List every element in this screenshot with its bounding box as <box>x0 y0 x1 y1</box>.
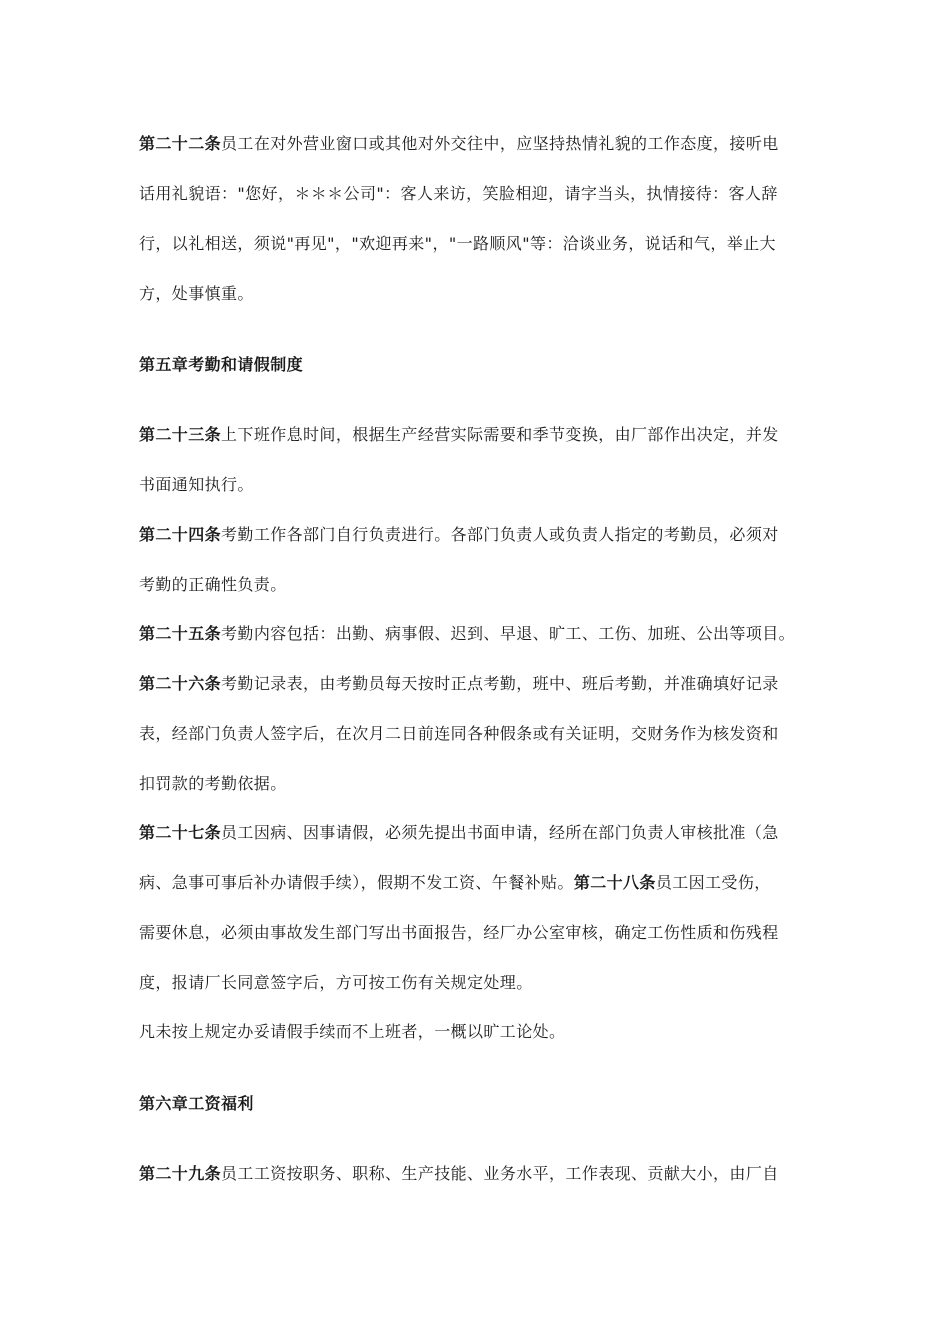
article-29-line-1 <box>139 1164 779 1184</box>
chapter-6-heading: 第六章工资福利 <box>139 1094 254 1113</box>
absence-note: 凡未按上规定办妥请假手续而不上班者，一概以旷工论处。 <box>139 1022 566 1041</box>
article-28-line-3: 度，报请厂长同意签字后，方可按工伤有关规定处理。 <box>139 973 533 992</box>
article-27-text-2: 病、急事可事后补办请假手续），假期不发工资、午餐补贴。 <box>139 873 574 892</box>
article-28-label: 第二十八条 <box>573 873 656 892</box>
article-28-line-2: 需要休息，必须由事故发生部门写出书面报告，经厂办公室审核，确定工伤性质和伤残程 <box>139 923 779 942</box>
article-27-line-1 <box>139 823 779 843</box>
article-26-line-2: 表，经部门负责人签字后，在次月二日前连同各种假条或有关证明，交财务作为核发资和 <box>139 724 779 743</box>
article-24-label: 第二十四条 <box>139 525 222 544</box>
article-22-line-1 <box>139 134 779 154</box>
article-27-28-line <box>139 873 771 893</box>
article-22-line-4: 方，处事慎重。 <box>139 284 254 303</box>
article-26-text: 考勤记录表，由考勤员每天按时正点考勤，班中、班后考勤，并准确填好记录 <box>221 674 779 693</box>
article-26-line-1 <box>139 674 779 694</box>
article-27-text: 员工因病、因事请假，必须先提出书面申请，经所在部门负责人审核批准（急 <box>221 823 779 842</box>
article-23-line-1 <box>139 425 779 445</box>
article-23-label: 第二十三条 <box>139 425 222 444</box>
article-28-text: 员工因工受伤， <box>655 873 771 892</box>
article-23-text: 上下班作息时间，根据生产经营实际需要和季节变换，由厂部作出决定，并发 <box>221 425 779 444</box>
article-22-text: 员工在对外营业窗口或其他对外交往中，应坚持热情礼貌的工作态度，接听电 <box>221 134 779 153</box>
article-22-line-2: 话用礼貌语："您好，＊＊＊公司"：客人来访，笑脸相迎，请字当头，执情接待：客人辞 <box>139 184 778 203</box>
article-24-text: 考勤工作各部门自行负责进行。各部门负责人或负责人指定的考勤员，必须对 <box>221 525 779 544</box>
article-24-line-2: 考勤的正确性负责。 <box>139 575 287 594</box>
chapter-5-heading: 第五章考勤和请假制度 <box>139 355 304 374</box>
article-24-line-1 <box>139 525 779 545</box>
article-26-line-3: 扣罚款的考勤依据。 <box>139 774 287 793</box>
article-22-label: 第二十二条 <box>139 134 222 153</box>
article-25-text: 考勤内容包括：出勤、病事假、迟到、早退、旷工、工伤、加班、公出等项目。 <box>221 624 796 643</box>
article-25-line-1 <box>139 624 795 644</box>
article-29-label: 第二十九条 <box>139 1164 222 1183</box>
article-22-line-3: 行，以礼相送，须说"再见"，"欢迎再来"，"一路顺风"等：洽谈业务，说话和气，举止大 <box>139 234 776 253</box>
article-27-label: 第二十七条 <box>139 823 222 842</box>
article-25-label: 第二十五条 <box>139 624 222 643</box>
article-26-label: 第二十六条 <box>139 674 222 693</box>
article-29-text: 员工工资按职务、职称、生产技能、业务水平，工作表现、贡献大小，由厂自 <box>221 1164 779 1183</box>
article-23-line-2: 书面通知执行。 <box>139 475 254 494</box>
